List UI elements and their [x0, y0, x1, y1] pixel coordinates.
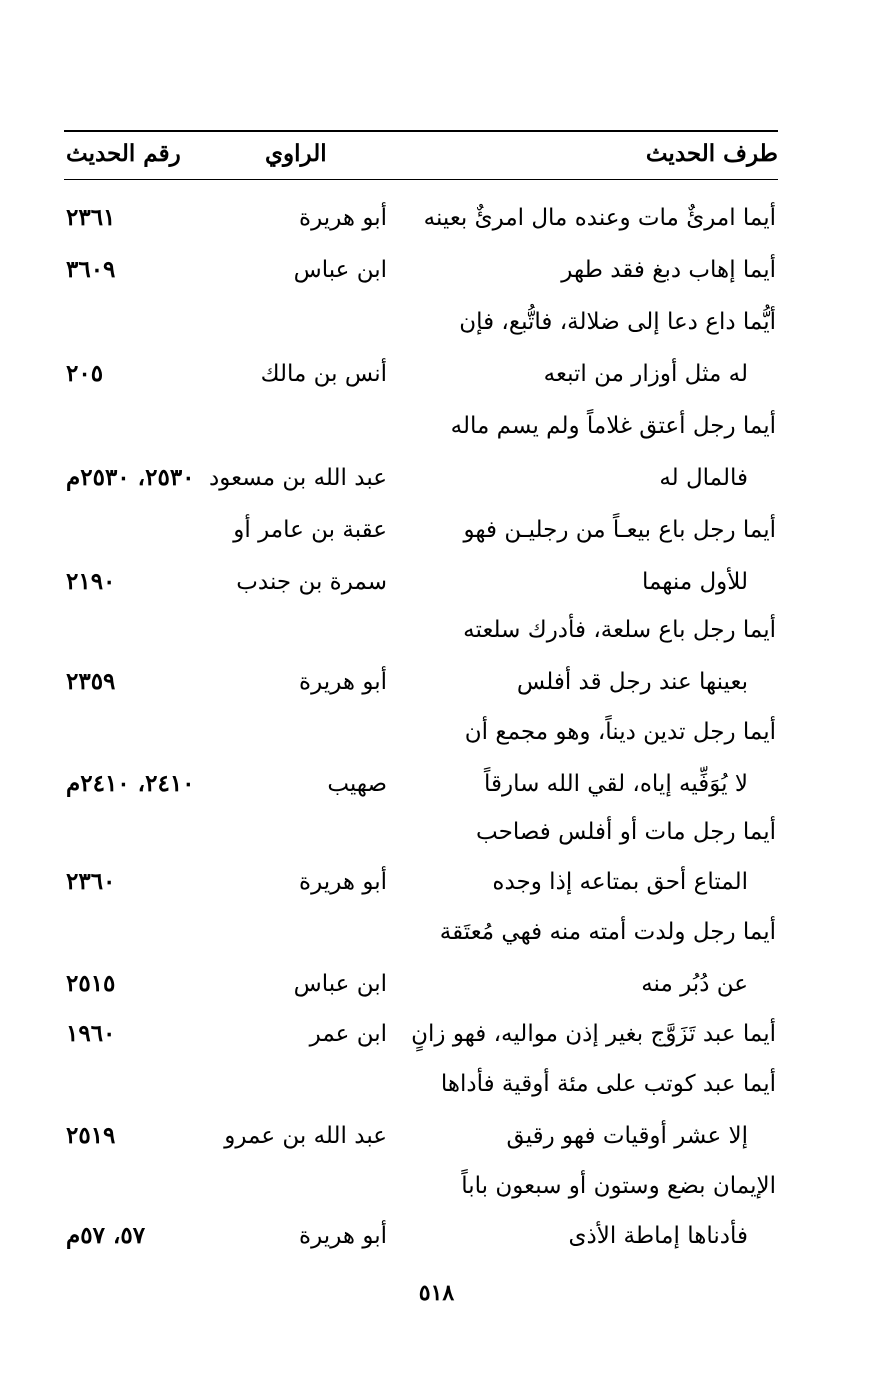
table-row	[0, 812, 873, 864]
table-row	[0, 964, 873, 1016]
narrator: أبو هريرة	[299, 1223, 387, 1249]
hadith-number: ٥٧، ٥٧م	[66, 1222, 146, 1249]
table-row	[0, 302, 873, 354]
hadith-text: أيما رجل مات أو أفلس فصاحب	[476, 819, 776, 845]
column-header-hadith: طرف الحديث	[645, 140, 778, 167]
header-top-rule	[64, 130, 778, 132]
hadith-text: فالمال له	[659, 465, 748, 491]
narrator: عقبة بن عامر أو	[233, 517, 387, 543]
hadith-text: أيما عبد تَزَوَّج بغير إذن مواليه، فهو زانٍ	[411, 1021, 776, 1047]
narrator: أبو هريرة	[299, 869, 387, 895]
table-row	[0, 610, 873, 662]
narrator: سمرة بن جندب	[236, 569, 387, 595]
table-row	[0, 862, 873, 914]
table-row	[0, 712, 873, 764]
hadith-text: أيما رجل تدين ديناً، وهو مجمع أن	[464, 719, 776, 745]
table-row	[0, 1116, 873, 1168]
hadith-text: أيما عبد كوتب على مئة أوقية فأداها	[440, 1071, 776, 1097]
hadith-text: أيما رجل باع سلعة، فأدرك سلعته	[463, 617, 776, 643]
table-row	[0, 1166, 873, 1218]
hadith-text: للأول منهما	[641, 569, 748, 595]
narrator: ابن عباس	[293, 257, 387, 283]
hadith-number: ٢٥١٩	[66, 1122, 116, 1149]
narrator: أبو هريرة	[299, 205, 387, 231]
hadith-text: لا يُوَفِّيه إياه، لقي الله سارقاً	[483, 771, 748, 797]
narrator: أنس بن مالك	[260, 361, 387, 387]
hadith-number: ٢٥١٥	[66, 970, 116, 997]
column-header-narrator: الراوي	[265, 140, 327, 167]
table-row	[0, 250, 873, 302]
hadith-text: المتاع أحق بمتاعه إذا وجده	[492, 869, 748, 895]
narrator: ابن عباس	[293, 971, 387, 997]
page-number: ٥١٨	[418, 1280, 455, 1306]
table-row	[0, 662, 873, 714]
hadith-number: ١٩٦٠	[66, 1020, 116, 1047]
hadith-text: فأدناها إماطة الأذى	[568, 1223, 748, 1249]
table-row	[0, 354, 873, 406]
hadith-text: أيما رجل ولدت أمته منه فهي مُعتَقة	[439, 919, 776, 945]
narrator: عبد الله بن عمرو	[224, 1123, 387, 1149]
hadith-number: ٢٥٣٠، ٢٥٣٠م	[66, 464, 195, 491]
table-row	[0, 912, 873, 964]
hadith-number: ٢٣٦١	[66, 204, 116, 231]
hadith-number: ٢٣٦٠	[66, 868, 116, 895]
hadith-number: ٢٣٥٩	[66, 668, 116, 695]
narrator: عبد الله بن مسعود	[209, 465, 387, 491]
table-row	[0, 1216, 873, 1268]
table-row	[0, 562, 873, 614]
hadith-text: الإيمان بضع وستون أو سبعون باباً	[461, 1173, 776, 1199]
table-row	[0, 1064, 873, 1116]
narrator: ابن عمر	[309, 1021, 387, 1047]
table-row	[0, 406, 873, 458]
hadith-number: ٢١٩٠	[66, 568, 116, 595]
hadith-text: عن دُبُر منه	[641, 971, 748, 997]
narrator: صهيب	[327, 771, 387, 797]
hadith-text: أيُّما داع دعا إلى ضلالة، فاتُّبع، فإن	[459, 309, 776, 335]
table-row	[0, 510, 873, 562]
hadith-text: أيما امرئٌ مات وعنده مال امرئٌ بعينه	[423, 205, 776, 231]
hadith-text: بعينها عند رجل قد أفلس	[516, 669, 748, 695]
hadith-number: ٢٤١٠، ٢٤١٠م	[66, 770, 195, 797]
hadith-number: ٣٦٠٩	[66, 256, 116, 283]
table-row	[0, 1014, 873, 1066]
hadith-text: له مثل أوزار من اتبعه	[543, 361, 748, 387]
hadith-text: إلا عشر أوقيات فهو رقيق	[506, 1123, 748, 1149]
column-header-number: رقم الحديث	[66, 140, 181, 167]
table-row	[0, 198, 873, 250]
table-row	[0, 458, 873, 510]
hadith-text: أيما رجل أعتق غلاماً ولم يسم ماله	[450, 413, 776, 439]
narrator: أبو هريرة	[299, 669, 387, 695]
hadith-text: أيما رجل باع بيعـاً من رجليـن فهو	[463, 517, 776, 543]
hadith-text: أيما إهاب دبغ فقد طهر	[561, 257, 776, 283]
hadith-number: ٢٠٥	[66, 360, 104, 387]
header-bottom-rule	[64, 179, 778, 180]
table-row	[0, 764, 873, 816]
